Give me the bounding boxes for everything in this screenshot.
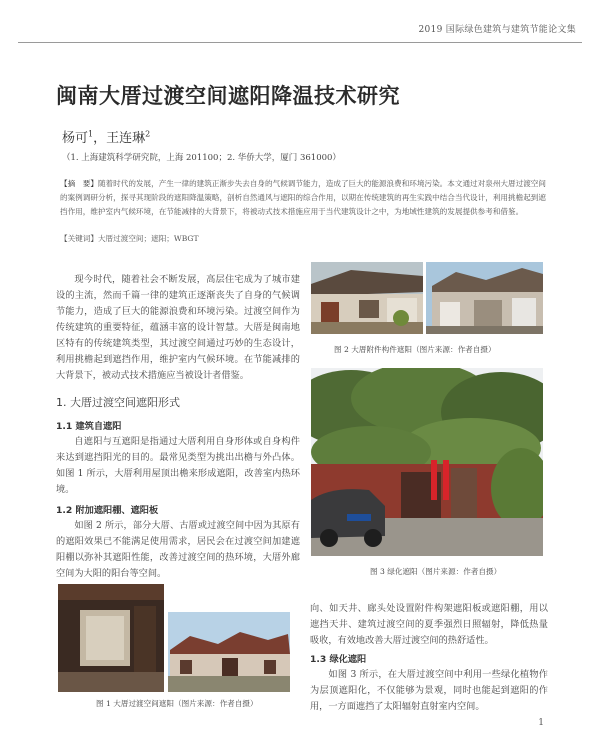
intro-paragraph: 现今时代，随着社会不断发展，高层住宅成为了城市建设的主流，然而千篇一律的建筑正逐渐丧失了自身的气候调节能力，造成了巨大的能源浪费和环境污染。过渡空间作为传统建筑的重要特征，蕴涵丰富的设计智慧。大厝是闽南地区特有的传统建筑类型，其过渡空间通过巧妙的生态设计，利用挑檐起到遮挡作用，维护室内气候环境。在节能减排的大背景下，被动式技术措施应当被设计者借鉴。: [56, 274, 300, 381]
dacuo-facade-photo: [168, 612, 290, 692]
author-2-sup: 2: [145, 129, 151, 139]
author-separator: ，: [93, 131, 107, 146]
author-1-sup: 1: [88, 129, 94, 139]
section-1-2-text: 如图 2 所示，部分大厝、古厝或过渡空间中因为其原有的遮阳效果已不能满足使用需求，居民会在过渡空间加建遮阳棚以弥补其遮阳性能，改善过渡空间的热环境，大厝外廊空间为大阳的阳台等空间。: [56, 520, 300, 579]
figure-1-photo-right: [168, 612, 290, 692]
keywords-text: 大厝过渡空间；遮阳；WBGT: [97, 234, 199, 243]
section-1-heading: 1. 大厝过渡空间遮阳形式: [56, 396, 180, 409]
courtyard-eaves-photo: [311, 262, 423, 334]
section-1-2-heading: 1.2 附加遮阳棚、遮阳板: [56, 505, 159, 516]
figure-1-photo-left: [58, 584, 164, 692]
figure-3-photo: [311, 368, 543, 556]
section-1-1-heading: 1.1 建筑自遮阳: [56, 421, 122, 432]
dark-corridor-photo: [58, 584, 164, 692]
right-column-text: [310, 601, 548, 715]
abstract-text: 随着时代的发展，产生一律的建筑正渐步失去自身的气候调节能力，造成了巨大的能源浪费和环境污染。本文通过对泉州大厝过渡空间的案例调研分析，探寻其现阶段的遮阳降温策略，剖析自然通风与遮阳的综合作用，以期在传统建筑的再生实践中结合当代设计，利用挑檐起到遮挡作用，维护室内气候环境，在节能减排的大背景下，将被动式技术措施应用于当代建筑设计之中，为地域性建筑的发展提供参考和借鉴。: [60, 179, 546, 216]
left-column: [56, 272, 300, 582]
section-1-1-text: 自遮阳与互遮阳是指通过大厝利用自身形体或自身构件来达到遮挡阳光的目的。最常见类型为挑出出檐与外凸体。如图 1 所示，大厝利用屋顶出檐来形成遮阳，改善室内热环境。: [56, 436, 300, 495]
figure-2-photo-left: [311, 262, 423, 334]
keywords-label: 【关键词】: [60, 234, 98, 243]
keywords: [60, 233, 199, 244]
author-1: 杨可: [62, 131, 89, 146]
section-1-2-continued: 向、如天井、廊头处设置附件构架遮阳板或遮阳棚，用以遮挡天井、建筑过渡空间的夏季强烈日照辐射，降低热量吸收，有效地改善大厝过渡空间的热舒适性。: [310, 603, 548, 646]
paper-title: 闽南大厝过渡空间遮阳降温技术研究: [56, 83, 400, 108]
section-1-3-text: 如图 3 所示，在大厝过渡空间中利用一些绿化植物作为层顶遮阳化，不仅能够为景观，同时也能起到遮阳的作用，一方面遮挡了太阳辐射直射室内空间。: [310, 669, 548, 712]
affiliation: （1. 上海建筑科学研究院，上海 201100；2. 华侨大学，厦门 361000）: [62, 153, 341, 163]
green-shading-photo: [311, 368, 543, 556]
header-rule: [18, 42, 582, 43]
figure-2-caption: 图 2 大厝附件构件遮阳（图片来源：作者自摄）: [334, 345, 496, 354]
running-header: 2019 国际绿色建筑与建筑节能论文集: [418, 25, 576, 35]
author-line: [62, 127, 150, 146]
page-number: 1: [538, 718, 544, 728]
author-2: 王连琳: [106, 131, 146, 146]
section-1-3-heading: 1.3 绿化遮阳: [310, 654, 367, 665]
figure-1-caption: 图 1 大厝过渡空间遮阳（图片来源：作者自摄）: [96, 699, 258, 708]
abstract-label: 【摘 要】: [60, 179, 98, 188]
figure-2-photo-right: [426, 262, 543, 334]
figure-3-caption: 图 3 绿化遮阳（图片来源：作者自摄）: [370, 567, 502, 576]
shade-canopy-photo: [426, 262, 543, 334]
abstract: [60, 177, 546, 219]
